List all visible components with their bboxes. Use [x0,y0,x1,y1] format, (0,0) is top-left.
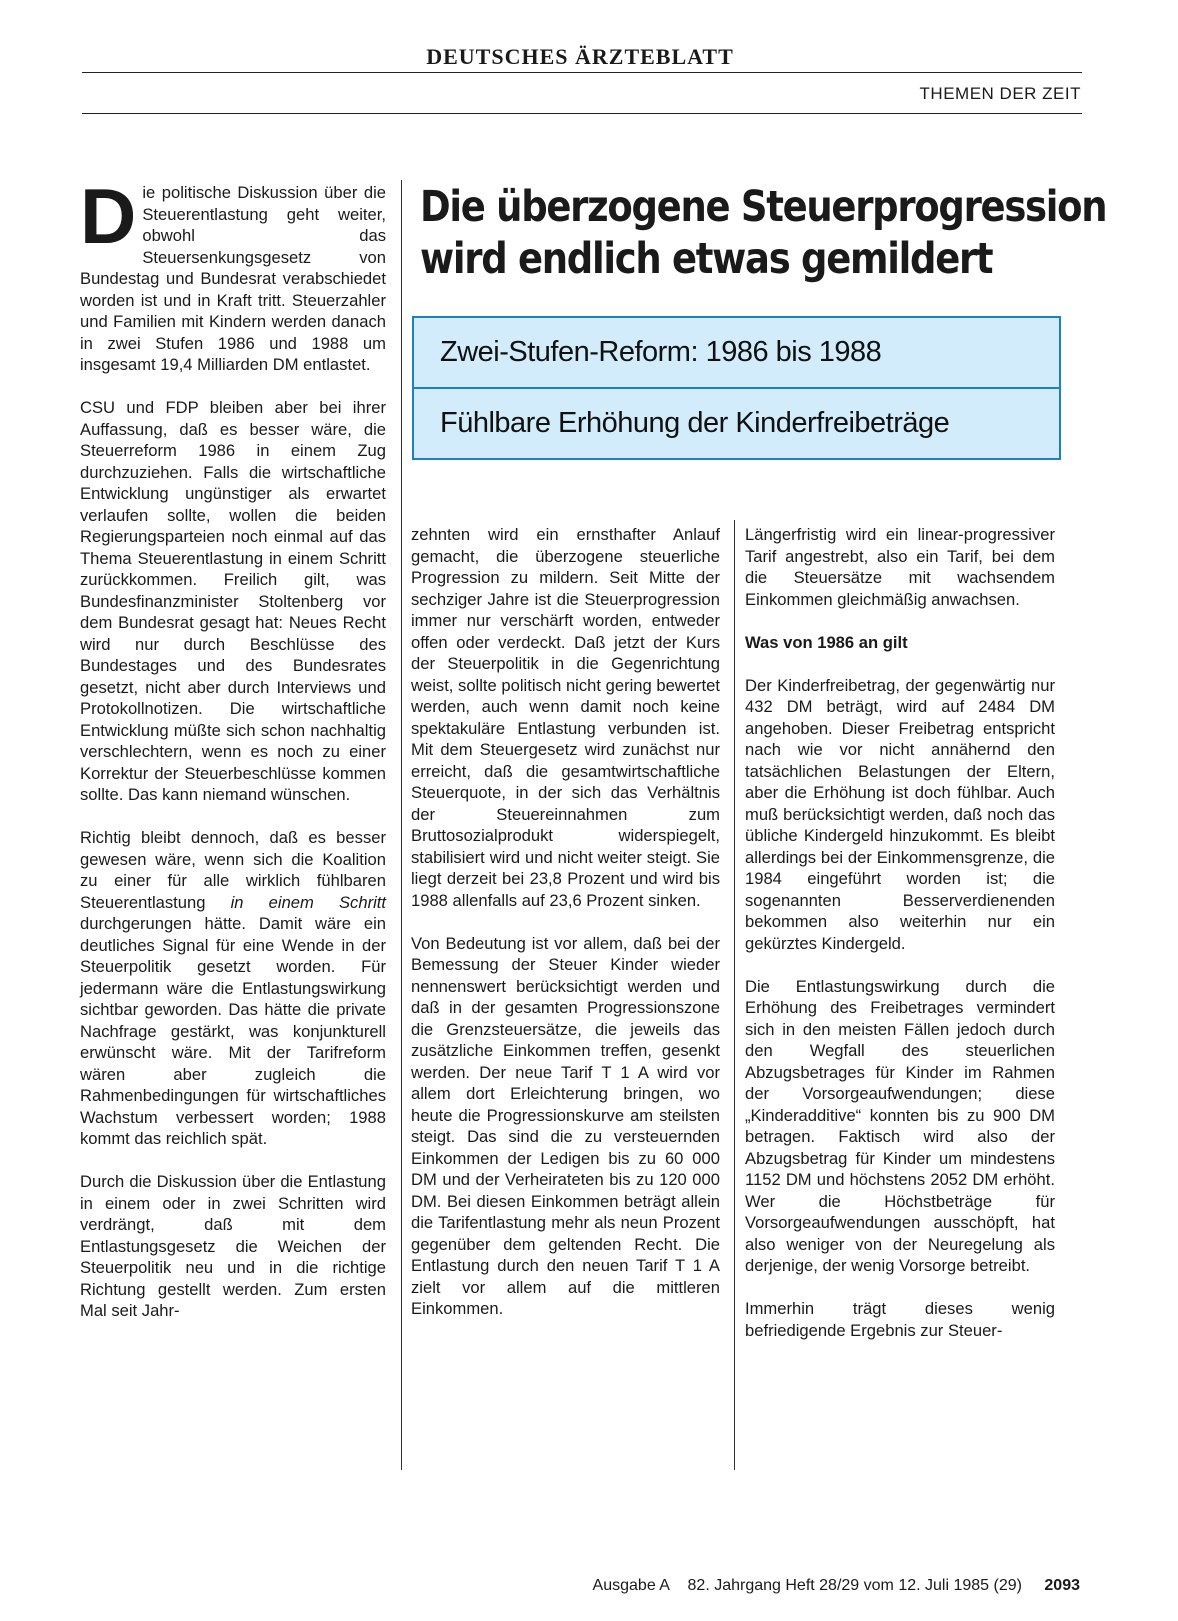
paragraph: Längerfristig wird ein linear-progressiver Tarif angestrebt, also ein Tarif, bei dem die Steuersätze mit wachsendem Einkommen gleichmäßig anwachsen. [745,525,1055,609]
page-number: 2093 [1044,1577,1080,1594]
paragraph: Richtig bleibt dennoch, daß es besser gewesen wäre, wenn sich die Koalition zu einer für alle wirklich fühlbaren Steuerentlastung in einem Schritt durchgerungen hätte. Damit wäre ein deutliches Signal für eine Wende in der Steuerpolitik gesetzt worden. Für jedermann wäre die Entlastungswirkung sichtbar geworden. Das hätte die private Nachfrage gestärkt, was konjunkturell erwünscht wäre. Mit der Tarifreform wären aber zugleich die Rahmenbedingungen für wirtschaftliches Wachstum verbessert worden; 1988 kommt das reichlich spät. [80,828,387,1148]
column-1 [80,172,387,1322]
column-rule-1 [401,180,402,1470]
paragraph: CSU und FDP bleiben aber bei ihrer Auffassung, daß es besser wäre, die Steuerreform 1986 in einem Zug durchzuziehen. Falls die wirtschaftliche Entwicklung ungünstiger als erwartet verlaufen sollte, wollen die beiden Regierungsparteien noch einmal auf das Thema Steuerentlastung in einem Schritt zurückkommen. Freilich gilt, was Bundesfinanzminister Stoltenberg vor dem Bundesrat gesagt hat: Neues Recht wird nur durch Beschlüsse des Bundestages und des Bundesrates gesetzt, nicht aber durch Interviews und Protokollnotizen. Die wirtschaftliche Entwicklung müßte sich schon nachhaltig verschlechtern, wenn es noch zu einer Korrektur der Steuerbeschlüsse kommen sollte. Das kann niemand wünschen. [80,398,386,804]
column-rule-2 [734,520,735,1470]
footer-issue: 82. Jahrgang Heft 28/29 vom 12. Juli 1985 (29) [687,1577,1022,1594]
masthead-rule [82,72,1082,73]
section-label: THEMEN DER ZEIT [919,84,1081,103]
footer-edition: Ausgabe A [592,1577,670,1594]
subtitle-box [412,316,1061,460]
footer [500,1577,1080,1595]
paragraph: Immerhin trägt dieses wenig befriedigende Ergebnis zur Steuer- [745,1299,1055,1340]
column-3 [745,524,1055,1341]
column-2 [411,524,720,1320]
subtitle-box-line-2: Fühlbare Erhöhung der Kinderfreibeträge [414,387,1059,458]
paragraph: Von Bedeutung ist vor allem, daß bei der Bemessung der Steuer Kinder wieder nennenswert berücksichtigt werden und daß in der gesamten Progressionszone die Grenzsteuersätze, die jeweils das zusätzliche Einkommen treffen, gesenkt werden. Der neue Tarif T 1 A wird vor allem dort Erleichterung bringen, wo heute die Progressionskurve am steilsten steigt. Das sind die zu versteuernden Einkommen der Ledigen bis zu 60 000 DM und der Verheirateten bis zu 120 000 DM. Bei diesen Einkommen beträgt allein die Tarifentlastung mehr als neun Prozent gegenüber dem geltenden Recht. Die Entlastung durch den neuen Tarif T 1 A zielt vor allem auf die mittleren Einkommen. [411,933,720,1318]
drop-cap: D [80,172,137,260]
paragraph: Die politische Diskussion über die Steuerentlastung geht weiter, obwohl das Steuersenkungsgesetz von Bundestag und Bundesrat verabschiedet worden ist und in Kraft tritt. Steuerzahler und Familien mit Kindern werden danach in zwei Stufen 1986 und 1988 um insgesamt 19,4 Milliarden DM entlastet. [80,172,386,374]
paragraph: Die Entlastungswirkung durch die Erhöhung des Freibetrages vermindert sich in den meisten Fällen jedoch durch den Wegfall des steuerlichen Abzugsbetrages für Kinder im Rahmen der Vorsorgeaufwendungen; diese „Kinderadditive“ konnten bis zu 900 DM betragen. Faktisch wird also der Abzugsbetrag für Kinder um mindestens 1152 DM und höchstens 2052 DM erhöht. Wer die Höchstbeträge für Vorsorgeaufwendungen ausschöpft, hat also weniger von der Neuregelung als derjenige, der wenig Vorsorge betreibt. [745,976,1055,1275]
headline-line-2: wird endlich etwas gemildert [420,234,993,284]
paragraph: zehnten wird ein ernsthafter Anlauf gemacht, die überzogene steuerliche Progression zu mildern. Seit Mitte der sechziger Jahre ist die Steuerprogression immer nur verschärft worden, entweder offen oder verdeckt. Daß jetzt der Kurs der Steuerpolitik in die Gegenrichtung weist, sollte politisch nicht gering bewertet werden, auch wenn damit noch keine spektakuläre Entlastung verbunden ist. Mit dem Steuergesetz wird zunächst nur erreicht, daß die gesamtwirtschaftliche Steuerquote, in der sich das Verhältnis der Steuereinnahmen zum Bruttosozialprodukt widerspiegelt, stabilisiert wird und nicht weiter steigt. Sie liegt derzeit bei 23,8 Prozent und wird bis 1988 allenfalls auf 23,6 Prozent sinken. [411,525,720,910]
emphasis: in einem Schritt [230,892,387,912]
paragraph: Der Kinderfreibetrag, der gegenwärtig nur 432 DM beträgt, wird auf 2484 DM angehoben. Dieser Freibetrag entspricht nach wie vor nicht annähernd den tatsächlichen Belastungen der Eltern, aber die Erhöhung ist doch fühlbar. Auch muß berücksichtigt werden, daß noch das übliche Kindergeld hinzukommt. Es bleibt allerdings bei der Einkommensgrenze, die 1984 eingeführt worden ist; die sogenannten Besserverdienenden bekommen also weiterhin nur ein gekürztes Kindergeld. [745,675,1055,953]
headline [420,181,1107,285]
masthead: DEUTSCHES ÄRZTEBLATT [426,44,734,69]
headline-line-1: Die überzogene Steuerprogression [420,182,1107,232]
subheading: Was von 1986 an gilt [745,632,908,652]
section-rule [82,113,1082,114]
paragraph: Durch die Diskussion über die Entlastung in einem oder in zwei Schritten wird verdrängt, daß mit dem Entlastungsgesetz die Weichen der Steuerpolitik neu und in die richtige Richtung gestellt werden. Zum ersten Mal seit Jahr- [80,1172,386,1320]
subtitle-box-line-1: Zwei-Stufen-Reform: 1986 bis 1988 [440,336,882,368]
